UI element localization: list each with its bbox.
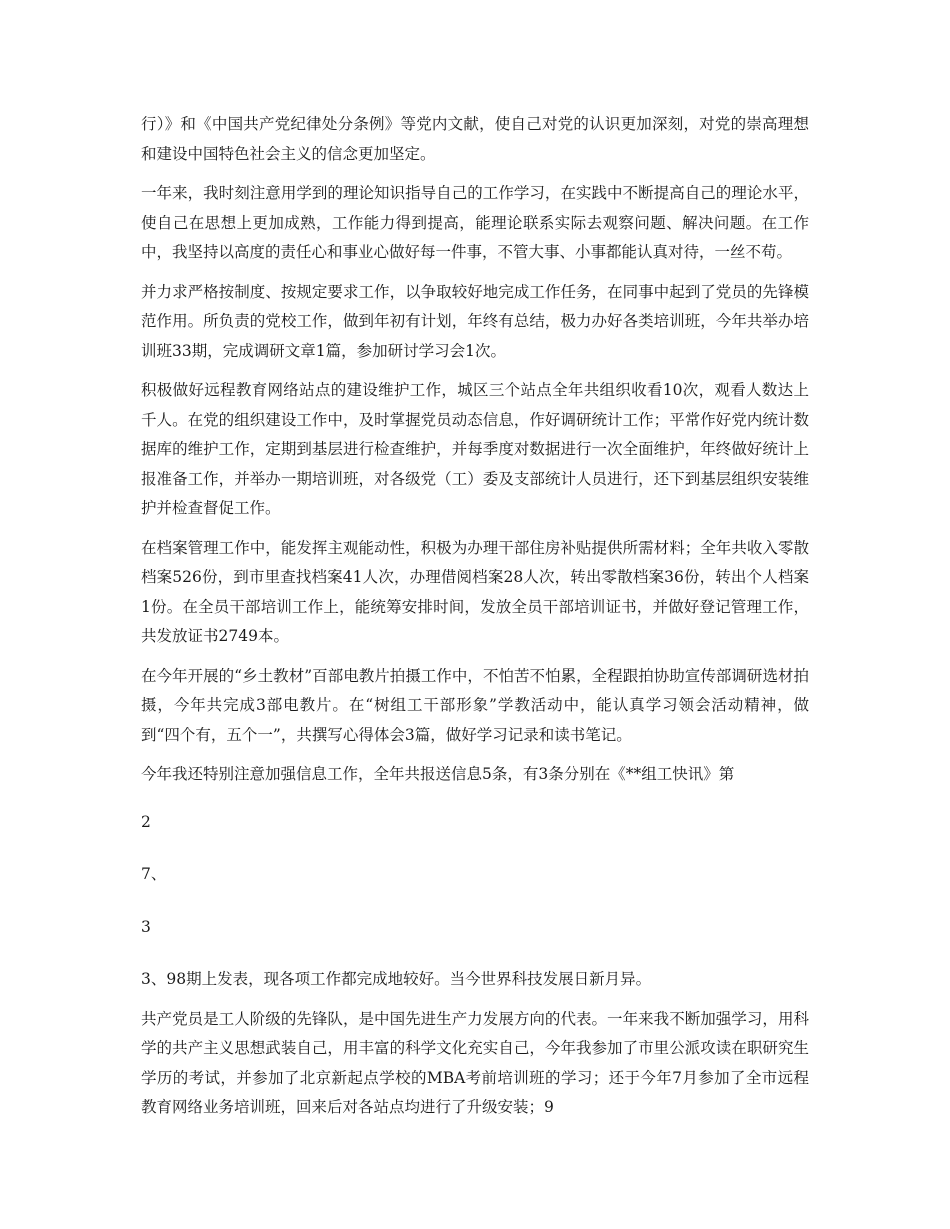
paragraph-1: 行）》和《中国共产党纪律处分条例》等党内文献，使自己对党的认识更加深刻，对党的崇高理想和建设中国特色社会主义的信念更加坚定。 [141, 115, 809, 163]
fragment-2: 7、 [141, 865, 167, 883]
document-page [141, 110, 809, 1133]
paragraph-8: 3、98期上发表，现各项工作都完成地较好。当今世界科技发展日新月异。 [141, 970, 652, 988]
paragraph-6: 在今年开展的“乡土教材”百部电教片拍摄工作中，不怕苦不怕累，全程跟拍协助宣传部调研选材拍摄，今年共完成3部电教片。在“树组工干部形象”学教活动中，能认真学习领会活动精神，做到“四个有，五个一”，共撰写心得体会3篇，做好学习记录和读书笔记。 [141, 666, 809, 744]
paragraph-9: 共产党员是工人阶级的先锋队，是中国先进生产力发展方向的代表。一年来我不断加强学习，用科学的共产主义思想武装自己，用丰富的科学文化充实自己，今年我参加了市里公派攻读在职研究生学历的考试，并参加了北京新起点学校的MBA考前培训班的学习；还于今年7月参加了全市远程教育网络业务培训班，回来后对各站点均进行了升级安装；9 [141, 1009, 809, 1116]
paragraph-4: 积极做好远程教育网络站点的建设维护工作，城区三个站点全年共组织收看10次，观看人数达上千人。在党的组织建设工作中，及时掌握党员动态信息，作好调研统计工作；平常作好党内统计数据库的维护工作，定期到基层进行检查维护，并每季度对数据进行一次全面维护，年终做好统计上报准备工作，并举办一期培训班，对各级党（工）委及支部统计人员进行，还下到基层组织安装维护并检查督促工作。 [141, 381, 809, 517]
fragment-3: 3 [141, 917, 151, 936]
paragraph-7: 今年我还特别注意加强信息工作，全年共报送信息5条，有3条分别在《**组工快讯》第 [141, 765, 735, 783]
paragraph-2: 一年来，我时刻注意用学到的理论知识指导自己的工作学习，在实践中不断提高自己的理论水平，使自己在思想上更加成熟，工作能力得到提高，能理论联系实际去观察问题、解决问题。在工作中，我坚持以高度的责任心和事业心做好每一件事，不管大事、小事都能认真对待，一丝不苟。 [141, 184, 809, 261]
fragment-1: 2 [141, 812, 151, 831]
paragraph-5: 在档案管理工作中，能发挥主观能动性，积极为办理干部住房补贴提供所需材料；全年共收入零散档案526份，到市里查找档案41人次，办理借阅档案28人次，转出零散档案36份，转出个人档案1份。在全员干部培训工作上，能统筹安排时间，发放全员干部培训证书，并做好登记管理工作，共发放证书2749本。 [141, 538, 809, 645]
paragraph-3: 并力求严格按制度、按规定要求工作，以争取较好地完成工作任务，在同事中起到了党员的先锋模范作用。所负责的党校工作，做到年初有计划，年终有总结，极力办好各类培训班，今年共举办培训班33期，完成调研文章1篇，参加研讨学习会1次。 [141, 282, 809, 360]
